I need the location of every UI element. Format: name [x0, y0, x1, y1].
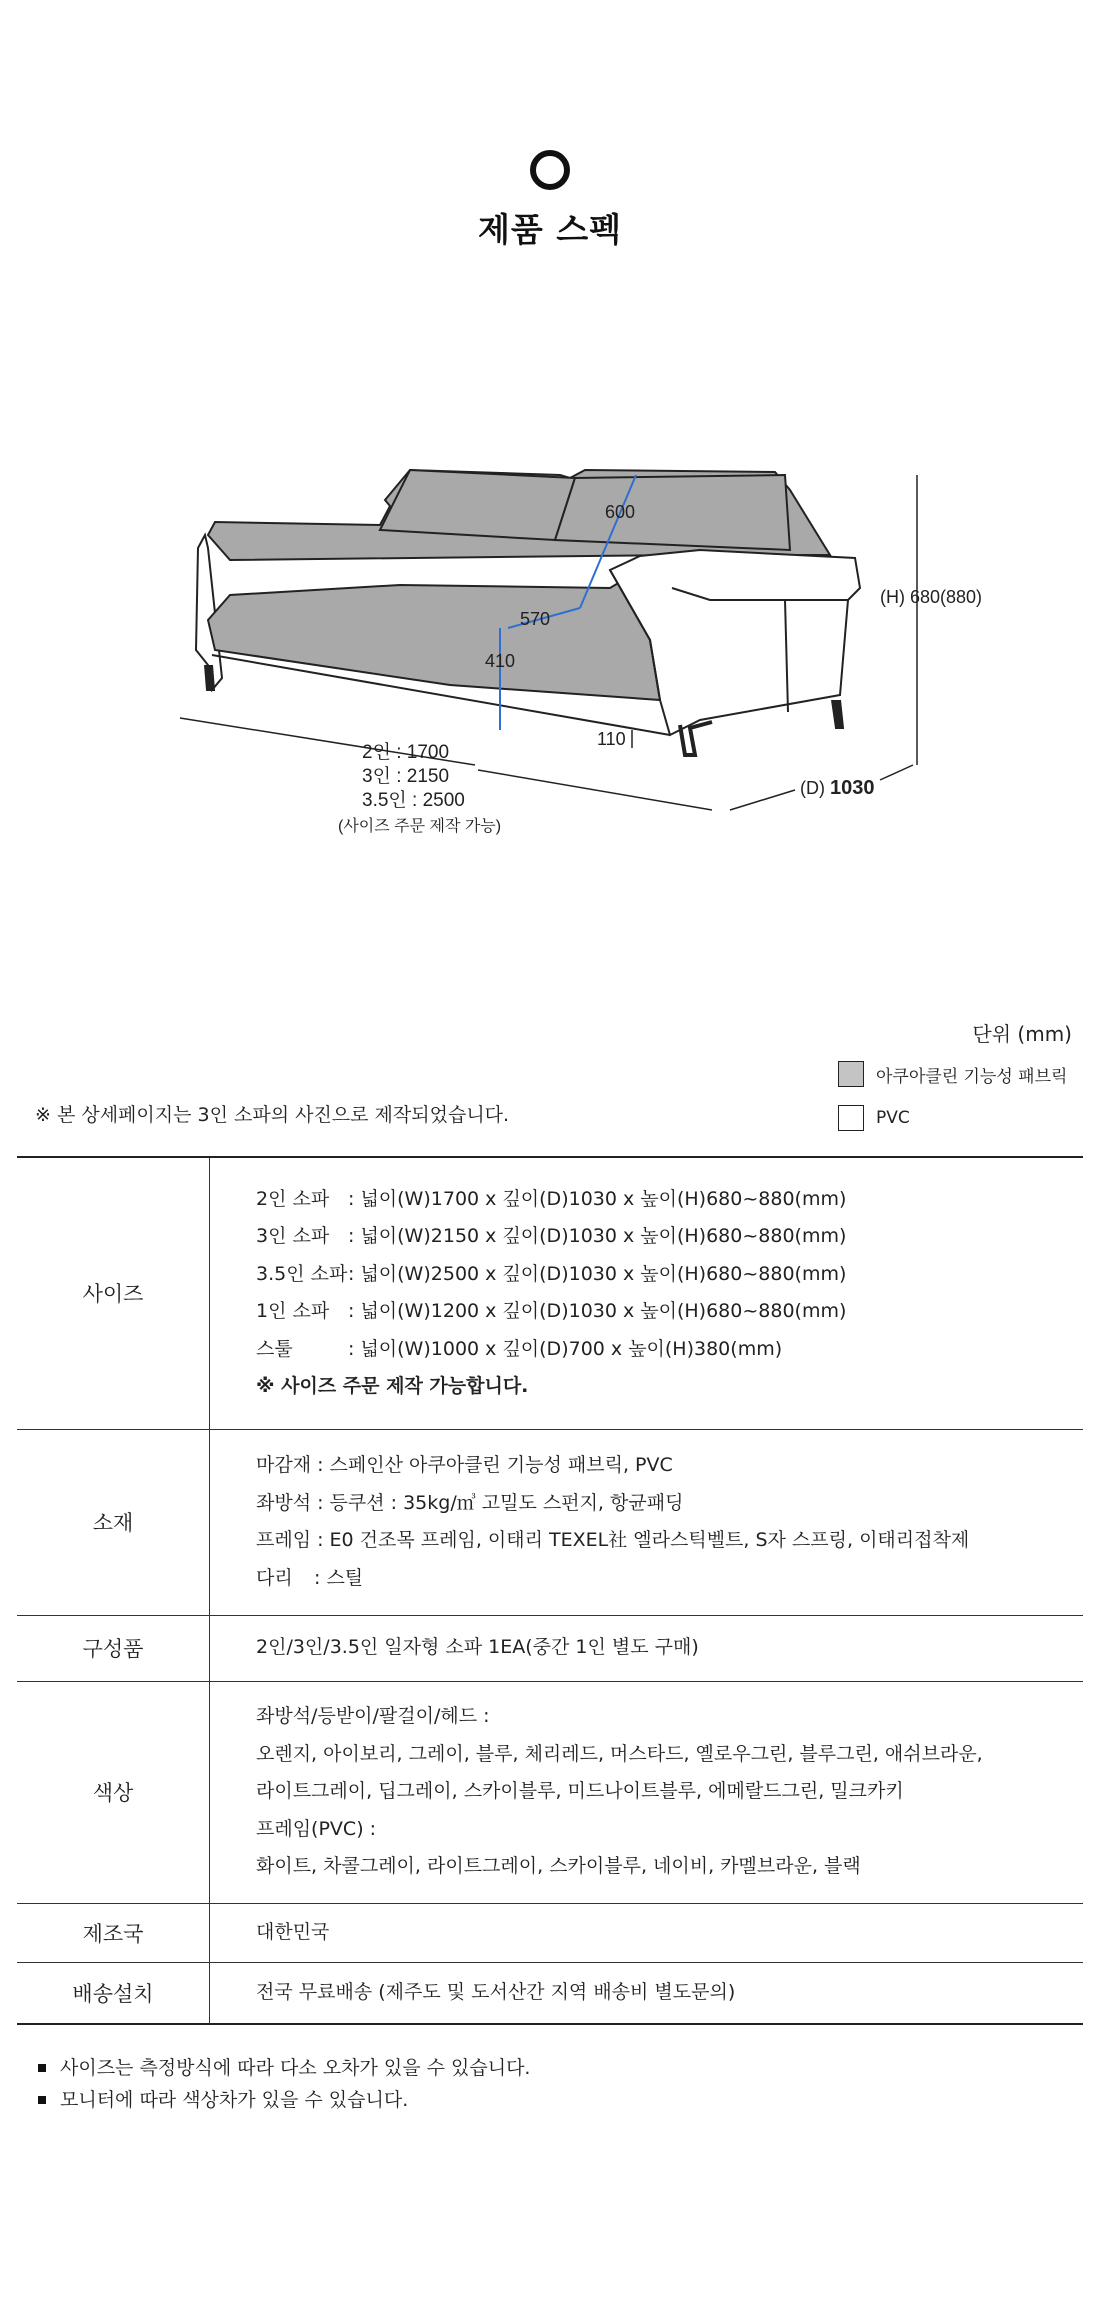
spec-table [17, 1156, 1083, 2025]
fabric-swatch [838, 1061, 864, 1087]
legend-label: 아쿠아클린 기능성 패브릭 [876, 1066, 1068, 1087]
spec-header: 소재 [17, 1429, 210, 1615]
spec-header: 제조국 [17, 1903, 210, 1962]
sofa-seat [208, 570, 660, 700]
spec-row-country [17, 1903, 1083, 1962]
spec-header: 사이즈 [17, 1157, 210, 1429]
sofa-leg [205, 665, 214, 690]
page-header [0, 150, 1100, 251]
spec-row-material [17, 1429, 1083, 1615]
width-label-3: 3인 : 2150 [362, 766, 450, 787]
spec-value: 전국 무료배송 (제주도 및 도서산간 지역 배송비 별도문의) [256, 1981, 736, 2003]
bullet-icon [38, 2096, 46, 2104]
spec-value: 마감재 : 스페인산 아쿠아클린 기능성 패브릭, PVC 좌방석 : 등쿠션 : 35kg/㎥ 고밀도 스펀지, 항균패딩 프레임 : E0 건조목 프레임, 이태리 TEXEL社 엘라스틱벨트, S자 스프링, 이태리접착제 다리 : 스틸 [256, 1454, 970, 1589]
circle-icon [530, 150, 570, 190]
photo-note: ※ 본 상세페이지는 3인 소파의 사진으로 제작되었습니다. [35, 1104, 510, 1126]
sofa-dimension-diagram [0, 440, 1100, 900]
material-legend [838, 1058, 1067, 1146]
legend-item-fabric [838, 1058, 1067, 1090]
spec-row-size [17, 1157, 1083, 1429]
spec-value: 2인/3인/3.5인 일자형 소파 1EA(중간 1인 별도 구매) [256, 1636, 699, 1659]
spec-row-color [17, 1681, 1083, 1903]
bullet-icon [38, 2064, 46, 2072]
spec-header: 배송설치 [17, 1962, 210, 2024]
sofa-headrest-left [380, 470, 575, 540]
sofa-leg [832, 700, 843, 728]
spec-header: 색상 [17, 1681, 210, 1903]
custom-order-label: (사이즈 주문 제작 가능) [338, 818, 502, 835]
size-custom-note: ※ 사이즈 주문 제작 가능합니다. [256, 1375, 529, 1398]
spec-row-shipping [17, 1962, 1083, 2024]
pvc-swatch [838, 1105, 864, 1131]
height-label: (H) 680(880) [880, 587, 983, 607]
footer-note-item: 모니터에 따라 색상차가 있을 수 있습니다. [38, 2084, 530, 2116]
unit-label: 단위 (mm) [972, 1022, 1072, 1046]
legend-item-pvc [838, 1102, 1067, 1134]
spec-value: 2인 소파 : 넓이(W)1700 x 깊이(D)1030 x 높이(H)680~880(mm) 3인 소파 : 넓이(W)2150 x 깊이(D)1030 x 높이(H)680~880(mm) 3.5인 소파: 넓이(W)2500 x 깊이(D)1030 x 높이(H)680~880(mm) 1인 소파 : 넓이(W)1200 x 깊이(D)1030 x 높이(H)680~880(mm) 스툴 : 넓이(W)1000 x 깊이(D)700 x 높이(H)380(mm) ※ 사이즈 주문 제작 가능합니다. [210, 1157, 1084, 1429]
spec-header: 구성품 [17, 1615, 210, 1681]
leg-height-label: 110 [597, 729, 626, 749]
depth-label: (D) 1030 [800, 777, 875, 799]
spec-value: 좌방석/등받이/팔걸이/헤드 : 오렌지, 아이보리, 그레이, 블루, 체리레드, 머스타드, 옐로우그린, 블루그린, 애쉬브라운, 라이트그레이, 딥그레이, 스카이블루, 미드나이트블루, 에메랄드그린, 밀크카키 프레임(PVC) : 화이트, 차콜그레이, 라이트그레이, 스카이블루, 네이비, 카멜브라운, 블랙 [256, 1705, 983, 1878]
width-label-2: 2인 : 1700 [362, 742, 450, 763]
page-title: 제품 스펙 [477, 210, 622, 249]
legend-label: PVC [876, 1108, 910, 1128]
spec-row-components [17, 1615, 1083, 1681]
footer-notes [38, 2052, 530, 2116]
footer-note-item: 사이즈는 측정방식에 따라 다소 오차가 있을 수 있습니다. [38, 2052, 530, 2084]
seat-depth-label: 570 [520, 609, 551, 629]
headrest-label: 600 [605, 502, 636, 522]
width-label-35: 3.5인 : 2500 [362, 790, 465, 811]
spec-value: 대한민국 [256, 1920, 330, 1943]
sofa-headrest-right [555, 475, 790, 550]
seat-height-label: 410 [485, 651, 516, 671]
